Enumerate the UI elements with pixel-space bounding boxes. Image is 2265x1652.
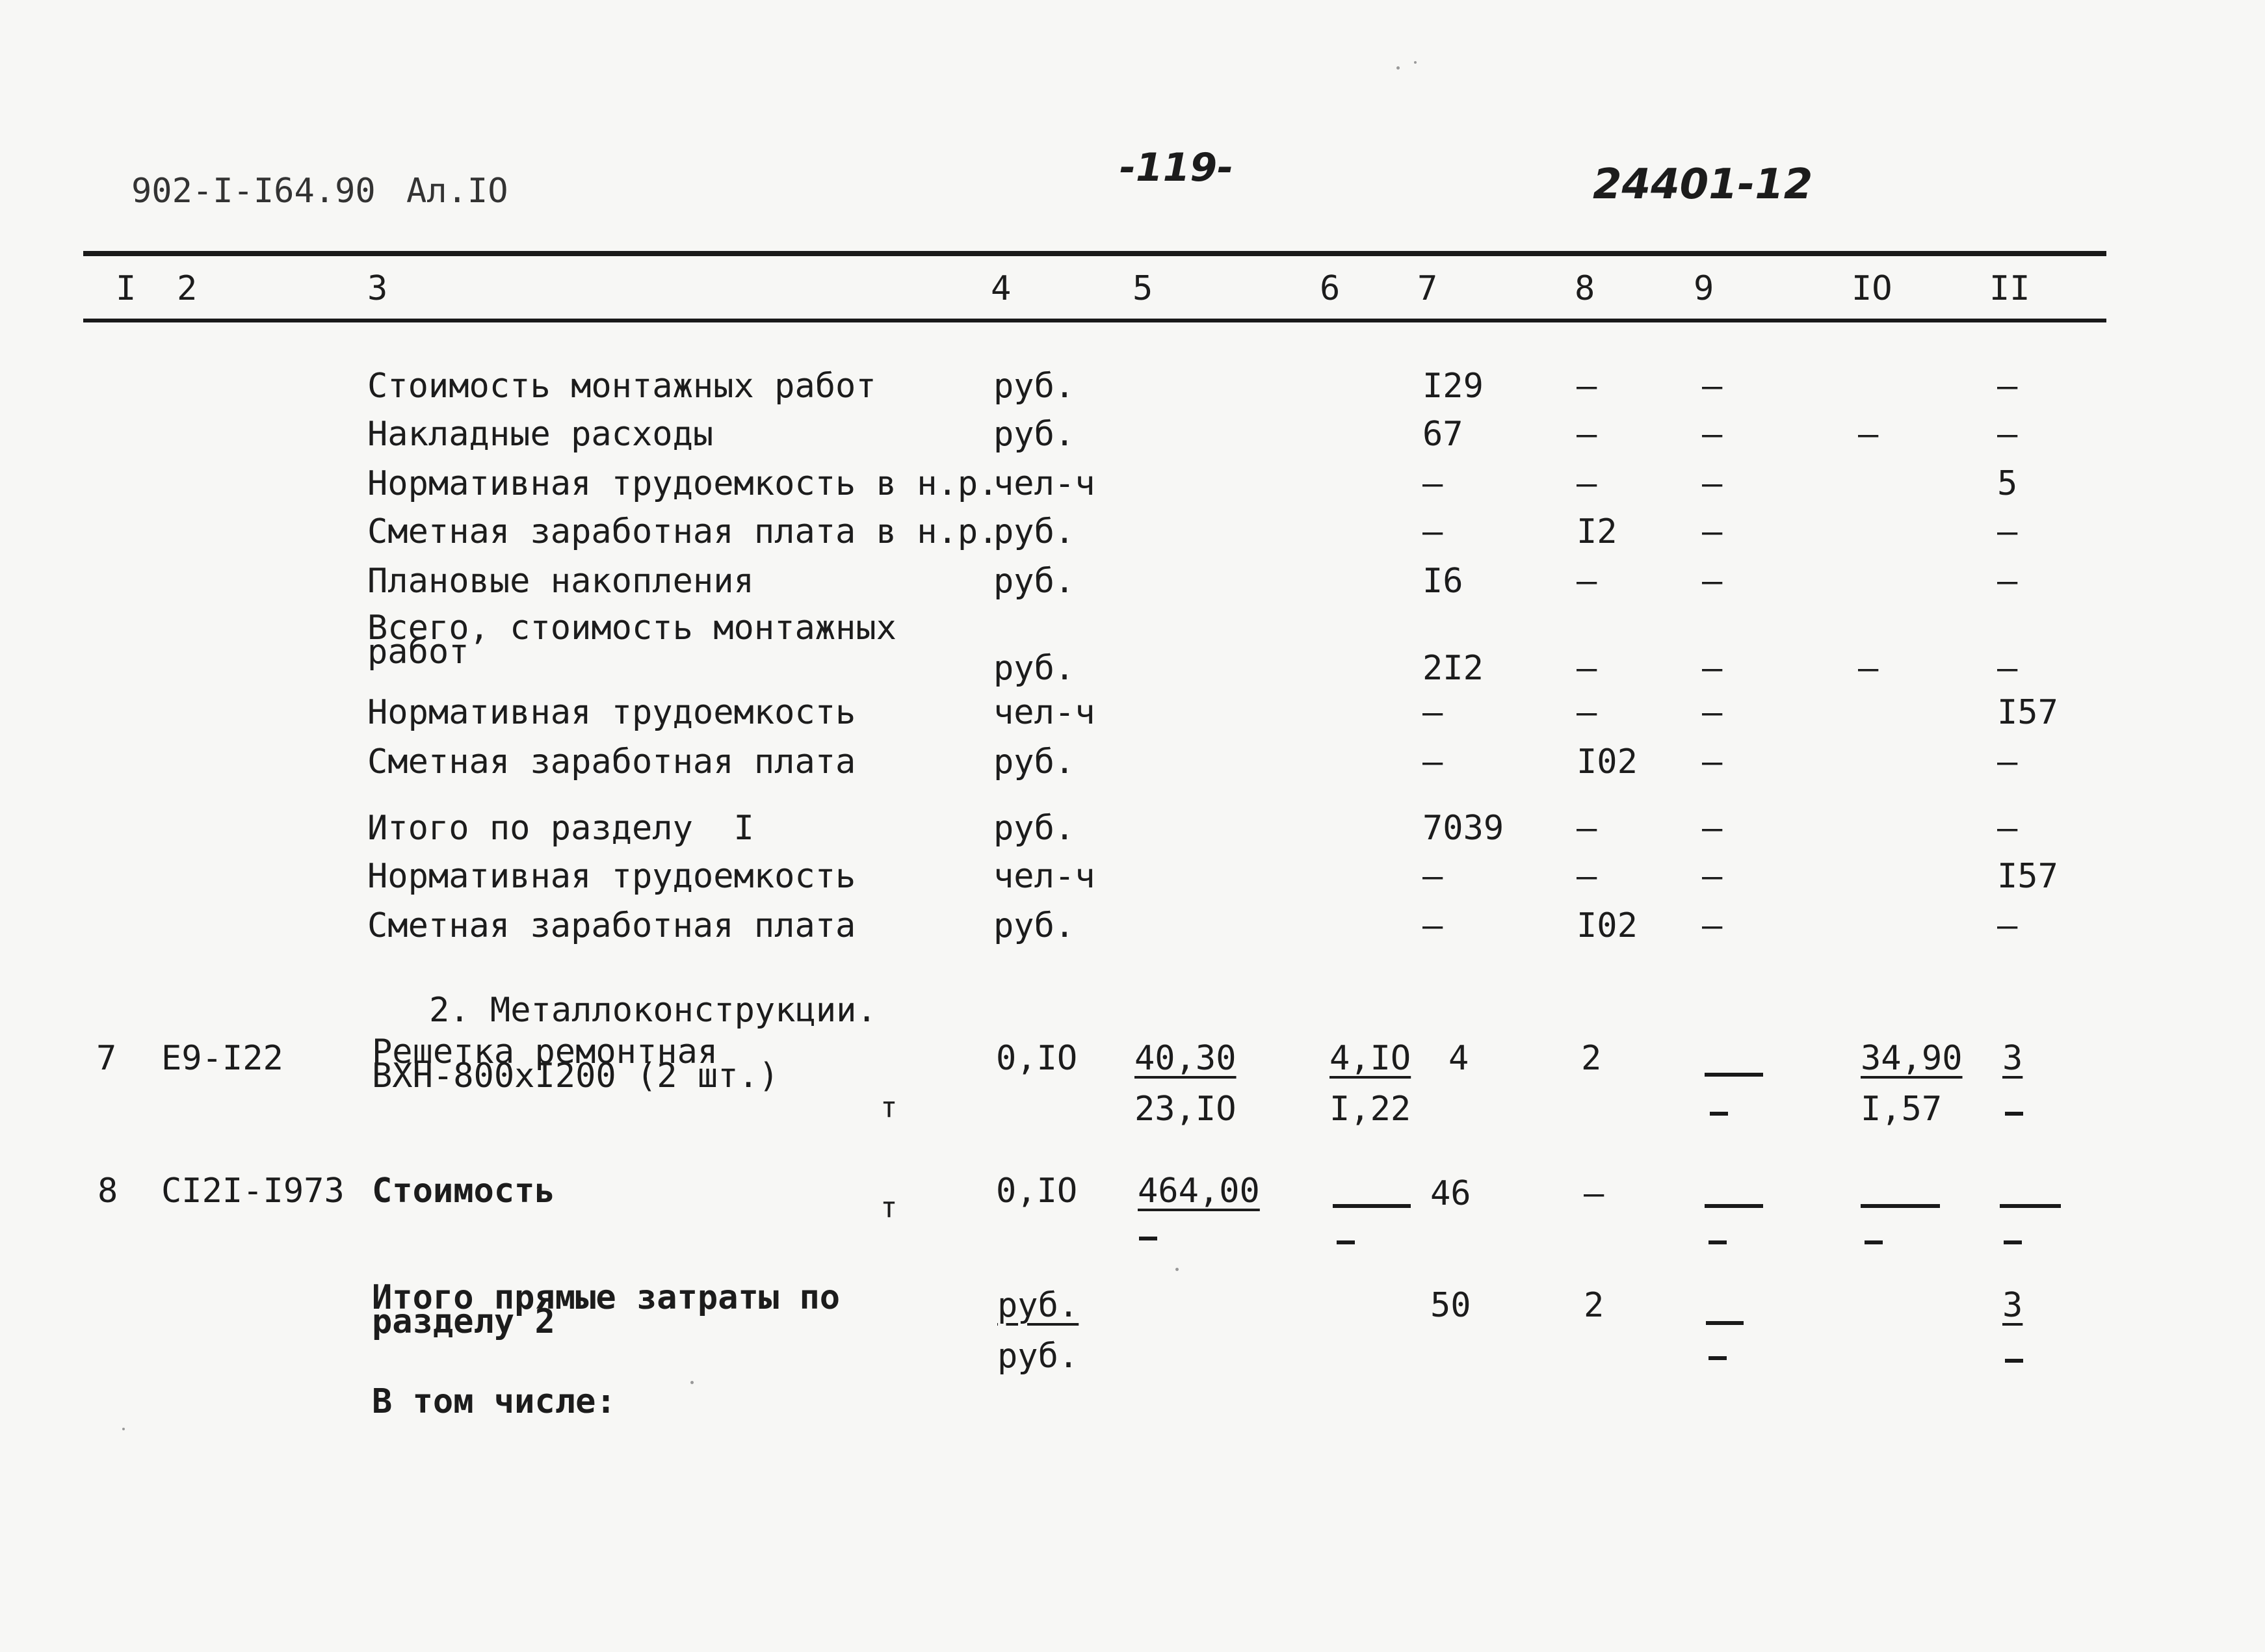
cell-machinery: – (1702, 809, 1723, 848)
cell-total-wage: – (1577, 693, 1597, 732)
cell-labor: – (1997, 512, 2018, 551)
total-wage: 2 (1581, 1039, 1602, 1078)
dash-mark (1706, 1321, 1744, 1325)
cell-total-cost: – (1422, 512, 1443, 551)
total-wage: – (1584, 1174, 1604, 1213)
column-header: I (116, 269, 137, 308)
including-label: В том числе: (372, 1382, 616, 1421)
album-number: Ал.IO (406, 172, 508, 211)
dash-mark (1865, 1240, 1883, 1244)
cell-machinery: – (1702, 906, 1723, 945)
dash-mark (1710, 1112, 1728, 1116)
column-header: 3 (367, 269, 388, 308)
unit-machinery-bottom: I,57 (1861, 1090, 1943, 1129)
unit-wage-bottom: I,22 (1329, 1090, 1411, 1129)
total-wage: 2 (1584, 1286, 1604, 1325)
cell-labor: – (1997, 562, 2018, 601)
cell-total-wage: – (1577, 857, 1597, 896)
item-name: Решетка ремонтная ВХН-800хI200 (2 шт.) (372, 1032, 779, 1096)
cell-labor: I57 (1997, 857, 2058, 896)
cell-machinery-wage: – (1858, 415, 1879, 454)
cell-machinery: – (1702, 693, 1723, 732)
rate-code: E9-I22 (161, 1039, 283, 1078)
column-header: 7 (1417, 269, 1438, 308)
cell-total-wage: – (1577, 562, 1597, 601)
dash-mark (1861, 1204, 1940, 1208)
cell-total-cost: I6 (1422, 562, 1463, 601)
row-label: Итого по разделу I (367, 809, 754, 848)
row-unit: руб. (993, 649, 1075, 688)
cell-total-cost: – (1422, 742, 1443, 781)
row-unit: руб. (993, 512, 1075, 551)
cell-labor: – (1997, 415, 2018, 454)
cell-machinery: – (1702, 512, 1723, 551)
cell-machinery: – (1702, 649, 1723, 688)
cell-machinery: – (1702, 742, 1723, 781)
cell-labor: – (1997, 809, 2018, 848)
column-header: 8 (1575, 269, 1595, 308)
row-unit: руб. (993, 809, 1075, 848)
dash-mark (2004, 1240, 2022, 1244)
row-label: Нормативная трудоемкость (367, 693, 856, 732)
item-quantity: 0,IO (996, 1039, 1078, 1078)
total-cost: 50 (1430, 1286, 1471, 1325)
unit-cost-top: 40,30 (1134, 1039, 1237, 1078)
row-number: 7 (96, 1039, 117, 1078)
scan-speck (1414, 61, 1417, 64)
row-unit: руб. (993, 415, 1075, 454)
dash-mark (1709, 1240, 1727, 1244)
cell-labor: – (1997, 906, 2018, 945)
column-header: 4 (991, 269, 1012, 308)
cell-total-wage: – (1577, 809, 1597, 848)
item-unit: т (880, 1091, 898, 1124)
dash-mark (2000, 1204, 2061, 1208)
dash-mark (1337, 1240, 1355, 1244)
unit-cost-bottom: 23,IO (1134, 1090, 1237, 1129)
unit-cost-top: 464,00 (1138, 1172, 1260, 1211)
labor-top: 3 (2002, 1039, 2023, 1078)
cell-labor: – (1997, 742, 2018, 781)
cell-total-cost: – (1422, 906, 1443, 945)
row-number: 8 (98, 1172, 118, 1211)
cell-total-wage: – (1577, 415, 1597, 454)
row-unit: руб. (993, 742, 1075, 781)
row-label: Нормативная трудоемкость в н.р. (367, 464, 999, 503)
item-unit: т (880, 1191, 898, 1224)
table-header-rule (83, 319, 2106, 322)
scan-speck (1396, 66, 1400, 70)
cell-total-wage: – (1577, 649, 1597, 688)
cell-total-wage: I2 (1577, 512, 1617, 551)
total-unit: руб. (997, 1286, 1079, 1325)
dash-mark (1709, 1356, 1727, 1360)
row-label: Накладные расходы (367, 415, 714, 454)
item-name: Итого прямые затраты по разделу 2 (372, 1278, 841, 1342)
cell-total-cost: – (1422, 857, 1443, 896)
cell-machinery: – (1702, 367, 1723, 406)
total-unit: руб. (997, 1337, 1079, 1376)
row-label: Сметная заработная плата (367, 906, 856, 945)
cell-total-cost: 7039 (1422, 809, 1504, 848)
total-cost: 46 (1430, 1174, 1471, 1213)
row-label: Сметная заработная плата в н.р. (367, 512, 999, 551)
column-header: II (1989, 269, 2030, 308)
scan-speck (690, 1381, 694, 1384)
scan-speck (1175, 1268, 1179, 1271)
cell-machinery-wage: – (1858, 649, 1879, 688)
dash-mark (1333, 1204, 1411, 1208)
dash-mark (2005, 1359, 2023, 1363)
column-header: 6 (1320, 269, 1341, 308)
dash-mark (1705, 1204, 1763, 1208)
row-unit: чел-ч (993, 464, 1095, 503)
row-label: Нормативная трудоемкость (367, 857, 856, 896)
project-number: 24401-12 (1593, 161, 1813, 209)
column-header: 9 (1694, 269, 1714, 308)
item-quantity: 0,IO (996, 1172, 1078, 1211)
item-name: Стоимость (372, 1172, 555, 1211)
cell-labor: I57 (1997, 693, 2058, 732)
dash-mark (1705, 1073, 1763, 1077)
cell-total-wage: I02 (1577, 742, 1638, 781)
unit-wage-top: 4,IO (1329, 1039, 1411, 1078)
row-label: Стоимость монтажных работ (367, 367, 876, 406)
row-label: Сметная заработная плата (367, 742, 856, 781)
cell-labor: – (1997, 649, 2018, 688)
column-header: IO (1852, 269, 1892, 308)
cell-total-cost: – (1422, 464, 1443, 503)
rate-code: CI2I-I973 (161, 1172, 345, 1211)
cell-total-cost: 2I2 (1422, 649, 1484, 688)
scan-speck (122, 1428, 125, 1430)
cell-total-cost: – (1422, 693, 1443, 732)
row-unit: чел-ч (993, 693, 1095, 732)
cell-machinery: – (1702, 464, 1723, 503)
row-unit: руб. (993, 367, 1075, 406)
row-unit: руб. (993, 562, 1075, 601)
row-label: Плановые накопления (367, 562, 754, 601)
total-cost: 4 (1448, 1039, 1469, 1078)
cell-labor: 5 (1997, 464, 2018, 503)
document-code: 902-I-I64.90 (131, 172, 376, 211)
cell-total-cost: 67 (1422, 415, 1463, 454)
row-label: Всего, стоимость монтажных работ (367, 609, 897, 672)
dash-mark (2005, 1112, 2023, 1116)
cell-machinery: – (1702, 857, 1723, 896)
cell-machinery: – (1702, 562, 1723, 601)
cell-total-wage: – (1577, 464, 1597, 503)
cell-labor: – (1997, 367, 2018, 406)
row-unit: руб. (993, 906, 1075, 945)
dash-mark (1139, 1237, 1157, 1240)
cell-total-wage: I02 (1577, 906, 1638, 945)
section-title: 2. Металлоконструкции. (429, 991, 877, 1030)
column-header: 2 (177, 269, 198, 308)
unit-machinery-top: 34,90 (1861, 1039, 1963, 1078)
column-header: 5 (1132, 269, 1153, 308)
table-top-rule (83, 251, 2106, 256)
cell-total-cost: I29 (1422, 367, 1484, 406)
row-unit: чел-ч (993, 857, 1095, 896)
labor-total: 3 (2002, 1286, 2023, 1325)
page-number: -119- (1119, 145, 1234, 190)
cell-machinery: – (1702, 415, 1723, 454)
cell-total-wage: – (1577, 367, 1597, 406)
